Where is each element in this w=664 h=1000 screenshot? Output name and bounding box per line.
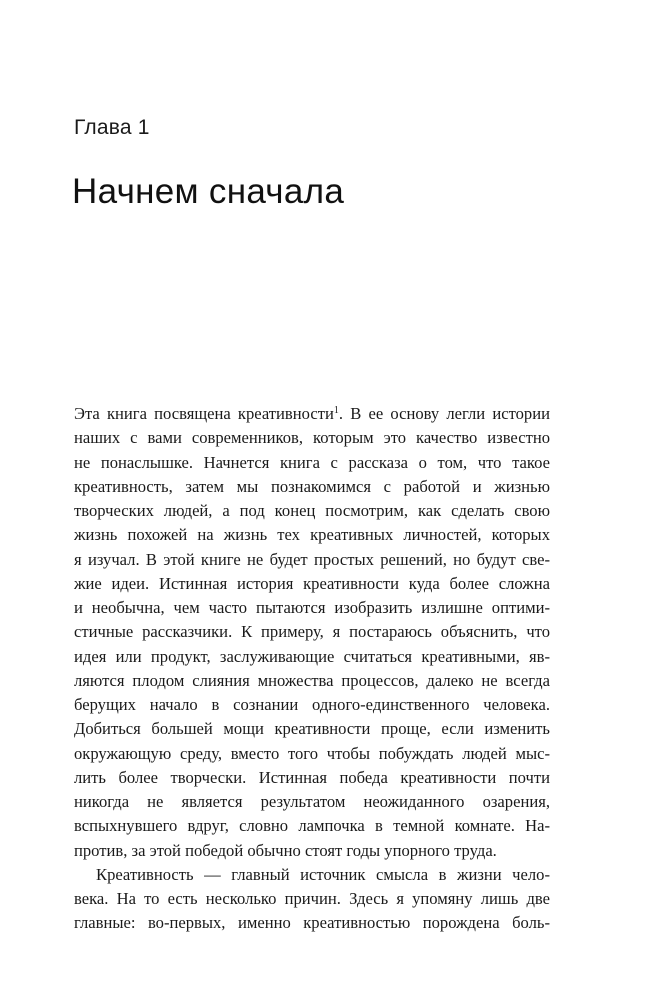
paragraph-1-line-1-start: Эта книга посвящена креативности [74, 404, 334, 423]
paragraph-1-line: окружающую среду, вместо того чтобы побуждать людей мыс- [74, 743, 550, 763]
paragraph-1-line-1-end: . В ее основу легли истории [338, 404, 550, 423]
paragraph-1-line: и необычна, чем часто пытаются изобразить излишне оптими- [74, 598, 550, 617]
paragraph-1-line: ляются плодом слияния множества процессов, далеко не всегда [74, 670, 550, 690]
paragraph-2-line: Креативность — главный источник смысла в жизни чело- [96, 864, 550, 884]
body-text [74, 402, 550, 936]
paragraph-1-line: идея или продукт, заслуживающие считаться креативными, яв- [74, 646, 550, 666]
paragraph-1-line-1 [74, 402, 550, 426]
paragraph-1-line: лить более творчески. Истинная победа креативности почти [74, 767, 550, 787]
paragraph-2-line: века. На то есть несколько причин. Здесь я упомяну лишь две [74, 889, 550, 908]
footnote-marker[interactable]: 1 [333, 405, 339, 416]
paragraph-2-line: главные: во-первых, именно креативностью порождена боль- [74, 913, 550, 933]
paragraph-1-line: креативность, затем мы познакомимся с работой и жизнью [74, 476, 550, 496]
paragraph-1-line: берущих начало в сознании одного-единственного человека. [74, 695, 550, 714]
paragraph-1-line: стичные рассказчики. К примеру, я постараюсь объяснить, что [74, 622, 550, 642]
paragraph-1-line: вспыхнувшего вдруг, словно лампочка в темной комнате. На- [74, 816, 550, 836]
paragraph-1-line: я изучал. В этой книге не будет простых решений, но будут све- [74, 549, 550, 569]
paragraph-1-line: Добиться большей мощи креативности проще, если изменить [74, 719, 550, 739]
paragraph-1-line: жизнь похожей на жизнь тех креативных личностей, которых [74, 525, 550, 545]
paragraph-1-line: против, за этой победой обычно стоят годы упорного труда. [74, 840, 497, 860]
chapter-label: Глава 1 [74, 116, 150, 139]
paragraph-1-line: творческих людей, а под конец посмотрим, как сделать свою [74, 501, 550, 520]
paragraph-1-line: никогда не является результатом неожиданного озарения, [74, 792, 550, 811]
paragraph-1-line: наших с вами современников, которым это качество известно [74, 428, 550, 448]
paragraph-1-line: не понаслышке. Начнется книга с рассказа о том, что такое [74, 452, 550, 472]
paragraph-1-line: жие идеи. Истинная история креативности куда более сложна [74, 573, 550, 593]
chapter-title: Начнем сначала [72, 172, 345, 211]
